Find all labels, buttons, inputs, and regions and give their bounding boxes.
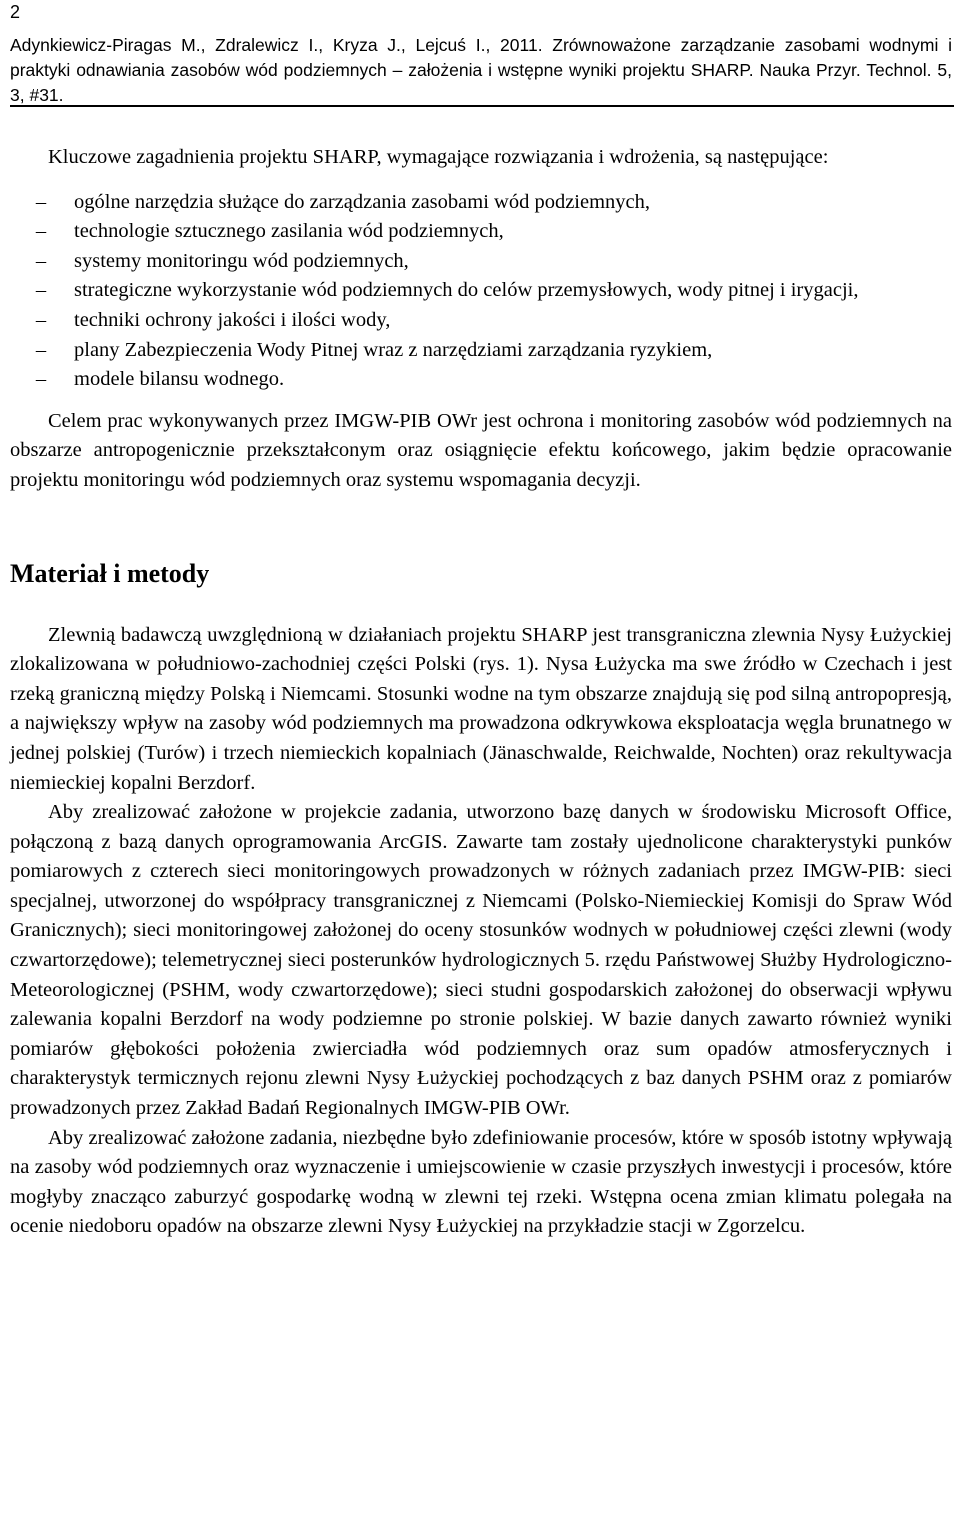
list-item: – techniki ochrony jakości i ilości wody, xyxy=(10,306,952,336)
goal-paragraph: Celem prac wykonywanych przez IMGW-PIB OWr jest ochrona i monitoring zasobów wód podziemnych na obszarze antropogenicznie przekształconym oraz osiągnięcie efektu końcowego, jakim będzie opracowanie projektu monitoringu wód podziemnych oraz systemu wspomagania decyzji. xyxy=(10,409,952,491)
methods-paragraph: Zlewnią badawczą uwzględnioną w działaniach projektu SHARP jest transgraniczna zlewnia Nysy Łużyckiej zlokalizowana w południowo-zachodniej części Polski (rys. 1). Nysa Łużycka ma swe źródło w Czechach i jest rzeką graniczną między Polską i Niemcami. Stosunki wodne na tym obszarze znajdują się pod silną antropopresją, a największy wpływ na zasoby wód podziemnych ma prowadzona odkrywkowa eksploatacja węgla brunatnego w jednej polskiej (Turów) i trzech niemieckich kopalniach (Jänaschwalde, Reichwalde, Nochten) oraz rekultywacja niemieckiej kopalni Berzdorf. xyxy=(10,623,952,794)
running-header-citation: Adynkiewicz-Piragas M., Zdralewicz I., Kryza J., Lejcuś I., 2011. Zrównoważone zarządzanie zasobami wodnymi i praktyki odnawiania zasobów wód podziemnych – założenia i wstępne wyniki projektu SHARP. Nauka Przyr. Technol. 5, 3, #31. xyxy=(10,35,952,105)
list-item: – modele bilansu wodnego. xyxy=(10,365,952,395)
page-number: 2 xyxy=(10,2,21,22)
intro-paragraph: Kluczowe zagadnienia projektu SHARP, wymagające rozwiązania i wdrożenia, są następujące: xyxy=(48,146,829,168)
methods-paragraph: Aby zrealizować założone zadania, niezbędne było zdefiniowanie procesów, które w sposób istotny wpływają na zasoby wód podziemnych oraz wyznaczenie i umiejscowienie w czasie przyszłych inwestycji i procesów, które mogłyby znacząco zaburzyć gospodarkę wodną w zlewni tej rzeki. Wstępna ocena zmian klimatu polegała na ocenie niedoboru opadów na obszarze zlewni Nysy Łużyckiej na przykładzie stacji w Zgorzelcu. xyxy=(10,1126,952,1238)
list-item: – ogólne narzędzia służące do zarządzania zasobami wód podziemnych, xyxy=(10,188,952,218)
section-heading: Materiał i metody xyxy=(10,558,210,588)
header-divider xyxy=(10,105,954,107)
list-item: – technologie sztucznego zasilania wód podziemnych, xyxy=(10,217,952,247)
methods-paragraph: Aby zrealizować założone w projekcie zadania, utworzono bazę danych w środowisku Microsoft Office, połączoną z bazą danych oprogramowania ArcGIS. Zawarte tam zostały ujednolicone charakterystyki punków pomiarowych z czterech sieci monitoringowych prowadzonych w różnych zadaniach przez IMGW-PIB: sieci specjalnej, utworzonej do współpracy transgranicznej z Niemcami (Polsko-Niemieckiej Komisji do Spraw Wód Granicznych); sieci monitoringowej założonej do oceny stosunków wodnych w południowej części zlewni (wody czwartorzędowe); telemetrycznej sieci posterunków hydrologicznych 5. rzędu Państwowej Służby Hydrologiczno-Meteorologicznej (PSHM, wody czwartorzędowe); sieci studni gospodarskich założonej do obserwacji wpływu zalewania kopalni Berzdorf na wody podziemne po stronie polskiej. W bazie danych zawarto również wyniki pomiarów głębokości położenia zwierciadła wód podziemnych oraz sum opadów atmosferycznych i charakterystyk termicznych rejonu zlewni Nysy Łużyckiej pochodzących z baz danych PSHM oraz z pomiarów prowadzonych przez Zakład Badań Regionalnych IMGW-PIB OWr. xyxy=(10,801,952,1120)
article-body xyxy=(10,143,952,1242)
list-item: – strategiczne wykorzystanie wód podziemnych do celów przemysłowych, wody pitnej i irygacji, xyxy=(10,276,952,306)
key-issues-list xyxy=(10,188,952,395)
list-item: – systemy monitoringu wód podziemnych, xyxy=(10,247,952,277)
list-item: – plany Zabezpieczenia Wody Pitnej wraz z narzędziami zarządzania ryzykiem, xyxy=(10,336,952,366)
